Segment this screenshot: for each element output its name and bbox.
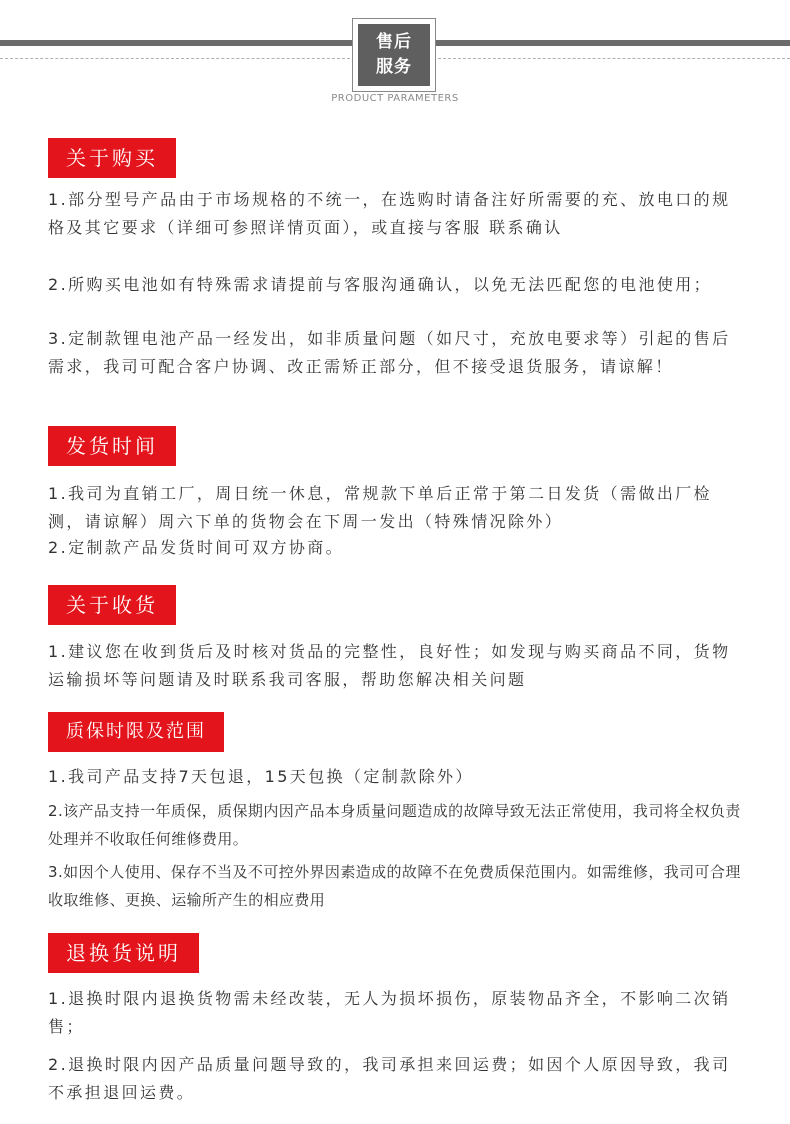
header-rule-right xyxy=(436,40,790,46)
warranty-item-1: 1.我司产品支持7天包退，15天包换（定制款除外） xyxy=(48,767,474,786)
purchase-item-3: 3.定制款锂电池产品一经发出，如非质量问题（如尺寸，充放电要求等）引起的售后需求，我司可配合客户协调、改正需矫正部分，但不接受退货服务，请谅解！ xyxy=(48,329,731,376)
warranty-item-3: 3.如因个人使用、保存不当及不可控外界因素造成的故障不在免费质保范围内。如需维修，我司可合理收取维修、更换、运输所产生的相应费用 xyxy=(48,863,741,909)
section-title-warranty: 质保时限及范围 xyxy=(48,712,224,752)
section-title-purchase: 关于购买 xyxy=(48,138,176,178)
header-dashed-rule-right xyxy=(438,58,790,59)
section-title-returns: 退换货说明 xyxy=(48,933,199,973)
header-dashed-rule-left xyxy=(0,58,350,59)
returns-item-1: 1.退换时限内退换货物需未经改装，无人为损坏损伤，原装物品齐全，不影响二次销售； xyxy=(48,989,731,1036)
receiving-item-1: 1.建议您在收到货后及时核对货品的完整性，良好性；如发现与购买商品不同，货物运输损坏等问题请及时联系我司客服，帮助您解决相关问题 xyxy=(48,642,731,689)
section-title-shipping-time: 发货时间 xyxy=(48,426,176,466)
page-header xyxy=(0,0,790,110)
badge-line-2: 服务 xyxy=(376,57,412,77)
header-rule-left xyxy=(0,40,352,46)
shipping-item-2: 2.定制款产品发货时间可双方协商。 xyxy=(48,538,345,557)
badge-line-1: 售后 xyxy=(376,32,412,52)
section-title-receiving: 关于收货 xyxy=(48,585,176,625)
returns-item-2: 2.退换时限内因产品质量问题导致的，我司承担来回运费；如因个人原因导致，我司不承担退回运费。 xyxy=(48,1055,731,1102)
header-subtitle: PRODUCT PARAMETERS xyxy=(331,93,459,104)
warranty-item-2: 2.该产品支持一年质保，质保期内因产品本身质量问题造成的故障导致无法正常使用，我司将全权负责处理并不收取任何维修费用。 xyxy=(48,802,741,848)
header-badge xyxy=(358,24,430,86)
purchase-item-1: 1.部分型号产品由于市场规格的不统一，在选购时请备注好所需要的充、放电口的规格及其它要求（详细可参照详情页面），或直接与客服 联系确认 xyxy=(48,190,731,237)
purchase-item-2: 2.所购买电池如有特殊需求请提前与客服沟通确认，以免无法匹配您的电池使用； xyxy=(48,275,713,294)
shipping-item-1: 1.我司为直销工厂，周日统一休息，常规款下单后正常于第二日发货（需做出厂检测，请谅解）周六下单的货物会在下周一发出（特殊情况除外） xyxy=(48,484,713,531)
